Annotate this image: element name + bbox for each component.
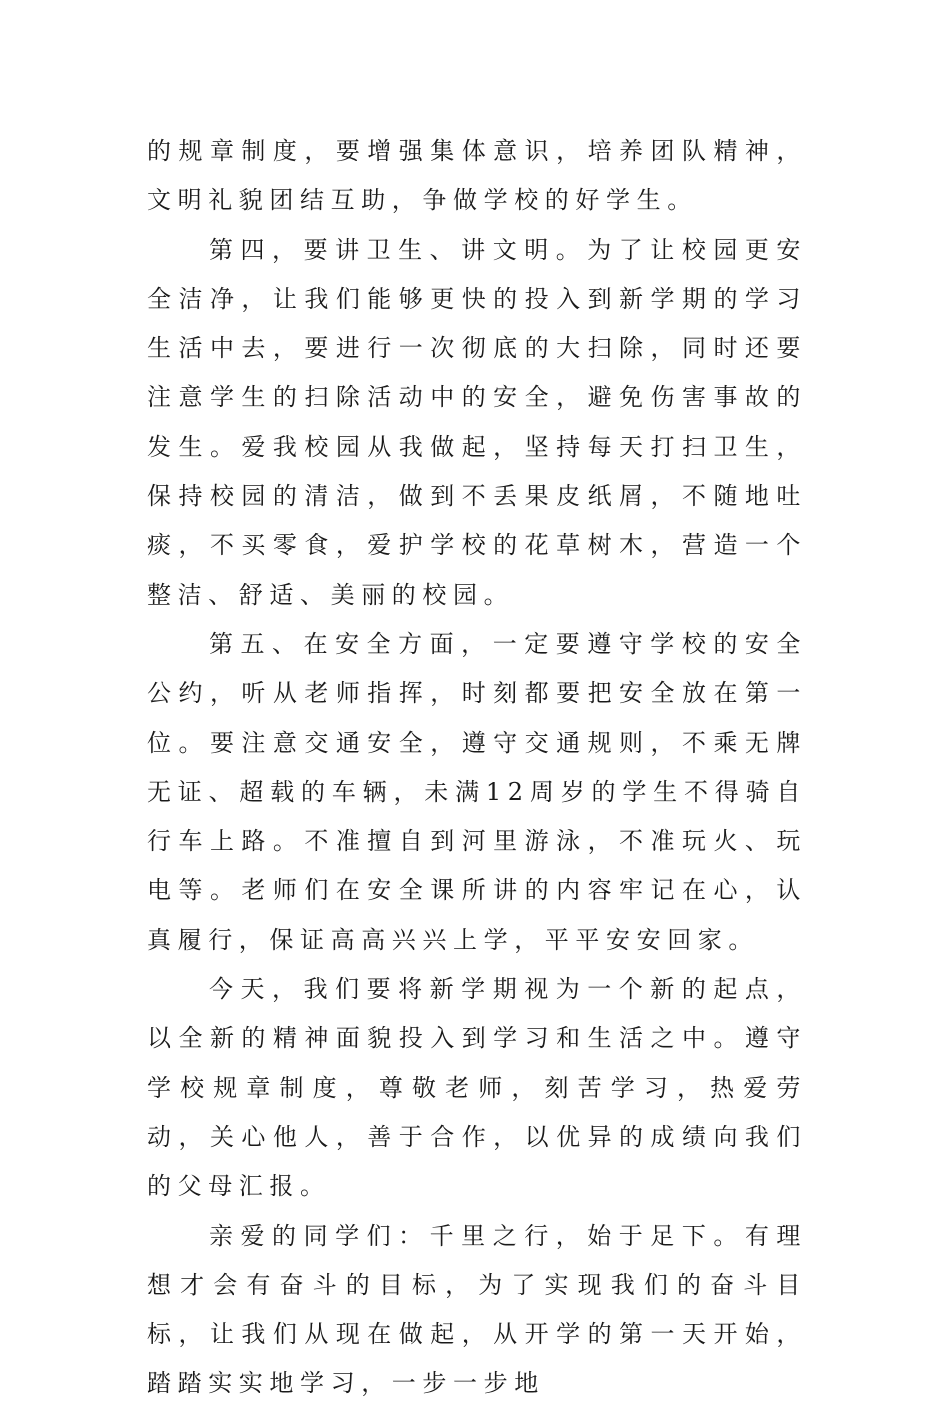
paragraph-fourth-point: 第四，要讲卫生、讲文明。为了让校园更安全洁净，让我们能够更快的投入到新学期的学习生活中去，要进行一次彻底的大扫除，同时还要注意学生的扫除活动中的安全，避免伤害事故的发生。爱我校园从我做起，坚持每天打扫卫生，保持校园的清洁，做到不丢果皮纸屑，不随地吐痰，不买零食，爱护学校的花草树木，营造一个整洁、舒适、美丽的校园。 bbox=[147, 235, 807, 609]
paragraph-new-start: 今天，我们要将新学期视为一个新的起点，以全新的精神面貌投入到学习和生活之中。遵守学校规章制度，尊敬老师，刻苦学习，热爱劳动，关心他人，善于合作，以优异的成绩向我们的父母汇报。 bbox=[147, 975, 807, 1201]
paragraph-fifth-point: 第五、在安全方面，一定要遵守学校的安全公约，听从老师指挥，时刻都要把安全放在第一位。要注意交通安全，遵守交通规则，不乘无牌无证、超载的车辆，未满12周岁的学生不得骑自行车上路。不准擅自到河里游泳，不准玩火、玩电等。老师们在安全课所讲的内容牢记在心，认真履行，保证高高兴兴上学，平平安安回家。 bbox=[147, 629, 807, 954]
paragraph-continuation: 的规章制度，要增强集体意识，培养团队精神，文明礼貌团结互助，争做学校的好学生。 bbox=[147, 137, 807, 215]
body-text bbox=[147, 127, 807, 1409]
paragraph-closing: 亲爱的同学们：千里之行，始于足下。有理想才会有奋斗的目标，为了实现我们的奋斗目标，让我们从现在做起，从开学的第一天开始，踏踏实实地学习，一步一步地 bbox=[147, 1221, 807, 1398]
